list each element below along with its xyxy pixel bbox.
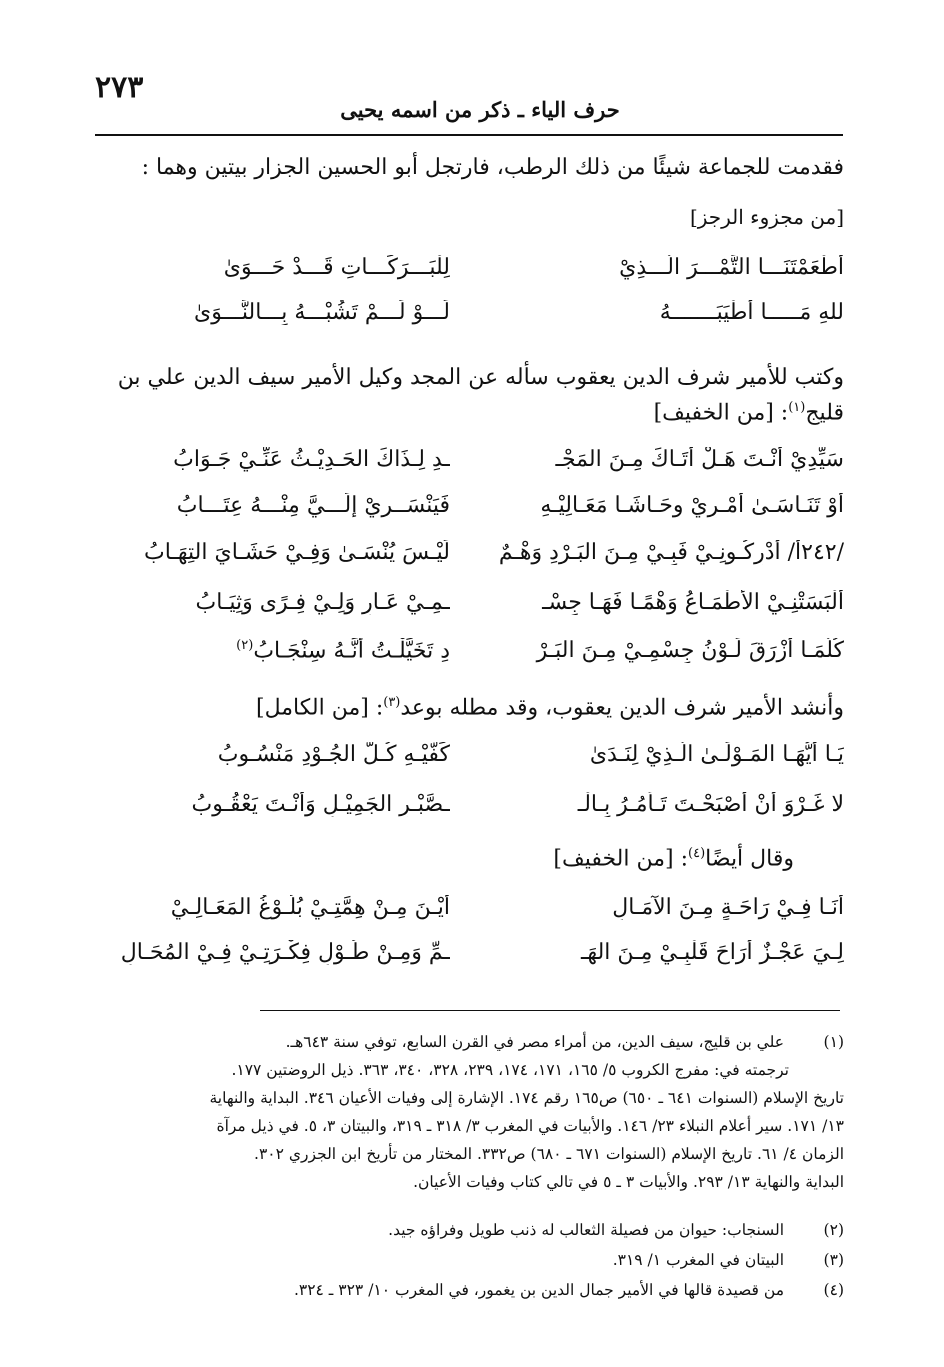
- footnote-number: (١): [823, 1033, 844, 1051]
- footnote-text: تاريخ الإسلام (السنوات ٦٤١ ـ ٦٥٠) ص١٦٥ رقم ١٧٤. الإشارة إلى وفيات الأعيان ٣٤٦. البداية والنهاية: [209, 1089, 844, 1107]
- paragraph-2-line-2: [654, 400, 844, 425]
- verse-hemistich: لِلْبَـــرَكَـــاتِ قَـــدْ حَـــوَىٰ: [223, 255, 450, 280]
- verse-hemistich: ـصَّبْـرِ الجَمِيْـلِ وَأنْـتَ يَعْقُـوبُ: [191, 792, 450, 817]
- intro-paragraph: فقدمت للجماعة شيئًا من ذلك الرطب، فارتجل أبو الحسين الجزار بيتين وهما :: [141, 155, 844, 180]
- meter-label-2: : [من الخفيف]: [653, 400, 789, 426]
- meter-label-3: : [من الكامل]: [256, 695, 384, 721]
- footnote-1-line-3: [95, 1086, 844, 1111]
- footnote-ref[interactable]: (٤): [688, 846, 706, 861]
- footnote-ref[interactable]: (٣): [383, 695, 401, 710]
- footnote-1-line-6: [95, 1170, 844, 1195]
- running-title: حرف الياء ـ ذكر من اسمه يحيى: [340, 97, 620, 122]
- paragraph-text: وقال أيضًا: [705, 846, 794, 872]
- footnote-text: السنجاب: حيوان من فصيلة الثعالب له ذنب طويل وفراؤه جيد.: [388, 1221, 784, 1239]
- verse-hemistich: سَيِّدِيْ أنْـتَ هَـلْ أتَـاكَ مِـنَ المَجْـ: [555, 447, 844, 472]
- footnote-text: علي بن قليج، سيف الدين، من أمراء مصر في القرن السابع، توفي سنة ٦٤٣هـ.: [285, 1033, 784, 1051]
- meter-label-4: : [من الخفيف]: [553, 846, 689, 872]
- paragraph-2-line-1: وكتب للأمير شرف الدين يعقوب سأله عن المجد وكيل الأمير سيف الدين علي بن: [117, 365, 844, 390]
- verse-hemistich: أنَـا فِـيْ رَاحَـةٍ مِـنَ الآمَـالِ: [612, 895, 844, 920]
- footnote-1-line-5: [95, 1142, 844, 1167]
- footnote-number: (٣): [823, 1251, 844, 1269]
- footnote-number: (٤): [823, 1281, 844, 1299]
- footnote-3: [95, 1248, 844, 1273]
- footnote-text: من قصيدة قالها في الأمير جمال الدين بن يغمور، في المغرب ١٠/ ٣٢٣ ـ ٣٢٤.: [293, 1281, 784, 1299]
- verse-hemistich: لِـيَ عَجْـزٌ أرَاحَ قَلْبِـيْ مِـنَ الهَـ: [580, 940, 844, 965]
- verse-hemistich: كُلَّمَـا أزْرَقَ لَـوْنُ جِسْمِـيْ مِـنَ البَـرْ: [536, 638, 844, 663]
- verse-hemistich: ـمِـيْ عَـارٍ وَلِـيْ فِـرًى وَثِيَـابُ: [195, 590, 450, 615]
- meter-label-1: [من مجزوء الرجز]: [689, 205, 844, 229]
- verse-hemistich: لا غَـرْوَ أنْ أصْبَحْـتَ تَـأْمُـرُ بِـالْـ: [577, 792, 844, 817]
- verse-hemistich: /٢٤٢أ/ أدْرِكُـونِـيْ فَبِـيْ مِـنَ البَـرْدِ وَهْـمٌ: [498, 540, 844, 565]
- footnote-2: [95, 1218, 844, 1243]
- verse-hemistich: يَـا أيُّهَـا المَـوْلَـىٰ الَّـذِيْ لِنَـدَىٰ: [589, 742, 844, 767]
- footnote-number: (٢): [823, 1221, 844, 1239]
- header-rule: [95, 134, 843, 136]
- footnote-1-line-4: [95, 1114, 844, 1139]
- verse-hemistich-with-note: [95, 638, 450, 663]
- verse-hemistich: لَـــوْ لَـــمْ تَشُبْـــهُ بِـــالنَّـــوَىٰ: [193, 300, 450, 325]
- verse-hemistich: للهِ مَـــــا أطْيَبَـــــــهُ: [659, 300, 844, 325]
- footnote-1: [95, 1030, 844, 1055]
- footnote-1-line-2: [95, 1058, 844, 1083]
- footnote-ref[interactable]: (١): [788, 400, 806, 415]
- verse-hemistich: أيْـنَ مِـنْ هِمَّتِـيْ بُلُـوْغُ المَعَـالِـيْ: [170, 895, 450, 920]
- verse-hemistich: فَيَنْسَــرِيْ إلَـــيَّ مِنْـــهُ عِتَـــابُ: [176, 493, 450, 518]
- verse-hemistich: كَفَّيْـهِ كُـلُّ الجُـوْدِ مَنْسُـوبُ: [217, 742, 450, 767]
- verse-text: دِ تَخَيَّلْـتُ أنَّـهُ سِنْجَـابُ: [253, 638, 450, 664]
- verse-hemistich: ـمِّ وَمِـنْ طُـوْلِ فِكْـرَتِـيْ فِـيْ المُحَـالِ: [120, 940, 450, 965]
- verse-hemistich: أوْ تَنَـاسَـىٰ أمْـرِيْ وحَـاشَـا مَعَـالِيْـهِ: [540, 493, 844, 518]
- footnote-text: الزمان ٤/ ٦١. تاريخ الإسلام (السنوات ٦٧١ ـ ٦٨٠) ص٣٣٢. المختار من تأريخ ابن الجزري ٣٠٢.: [254, 1145, 844, 1163]
- paragraph-4: [553, 846, 794, 871]
- verse-hemistich: أطْعَمْتَنَـــا التَّمْـــرَ الَّـــذِيْ: [619, 255, 844, 280]
- footnote-separator: [260, 1010, 840, 1011]
- footnote-text: البيتان في المغرب ١/ ٣١٩.: [612, 1251, 784, 1269]
- verse-hemistich: ـدِ لِـذَاكَ الحَـدِيْـثُ عَنِّـيْ جَـوَابُ: [173, 447, 450, 472]
- page-number: ٢٧٣: [95, 70, 144, 105]
- footnote-text: ترجمته في: مفرج الكروب ٥/ ١٦٥، ١٧١، ١٧٤، ٢٣٩، ٣٢٨، ٣٤٠، ٣٦٣. ذيل الروضتين ١٧٧.: [231, 1061, 789, 1079]
- footnote-4: [95, 1278, 844, 1303]
- paragraph-3: [256, 695, 844, 720]
- paragraph-text: وأنشد الأمير شرف الدين يعقوب، وقد مطله بوعد: [400, 695, 844, 721]
- paragraph-text: قليج: [805, 400, 844, 426]
- verse-hemistich: ألْبَسَتْنِـيْ الأطْمَـاعُ وَهْمًـا فَهَـا جِسْـ: [542, 590, 844, 615]
- footnote-ref[interactable]: (٢): [236, 638, 254, 653]
- footnote-text: ١٣/ ١٧١. سير أعلام النبلاء ٢٣/ ١٤٦. والأبيات في المغرب ٣/ ٣١٨ ـ ٣١٩، والبيتان ٣، ٥. في ذيل مرآة: [216, 1117, 844, 1135]
- verse-hemistich: لَيْـسَ يُنْسَـىٰ وَفِـيْ حَشَـايَ التِهَـابُ: [144, 540, 450, 565]
- footnote-text: البداية والنهاية ١٣/ ٢٩٣. والأبيات ٣ ـ ٥ في تالي كتاب وفيات الأعيان.: [413, 1173, 844, 1191]
